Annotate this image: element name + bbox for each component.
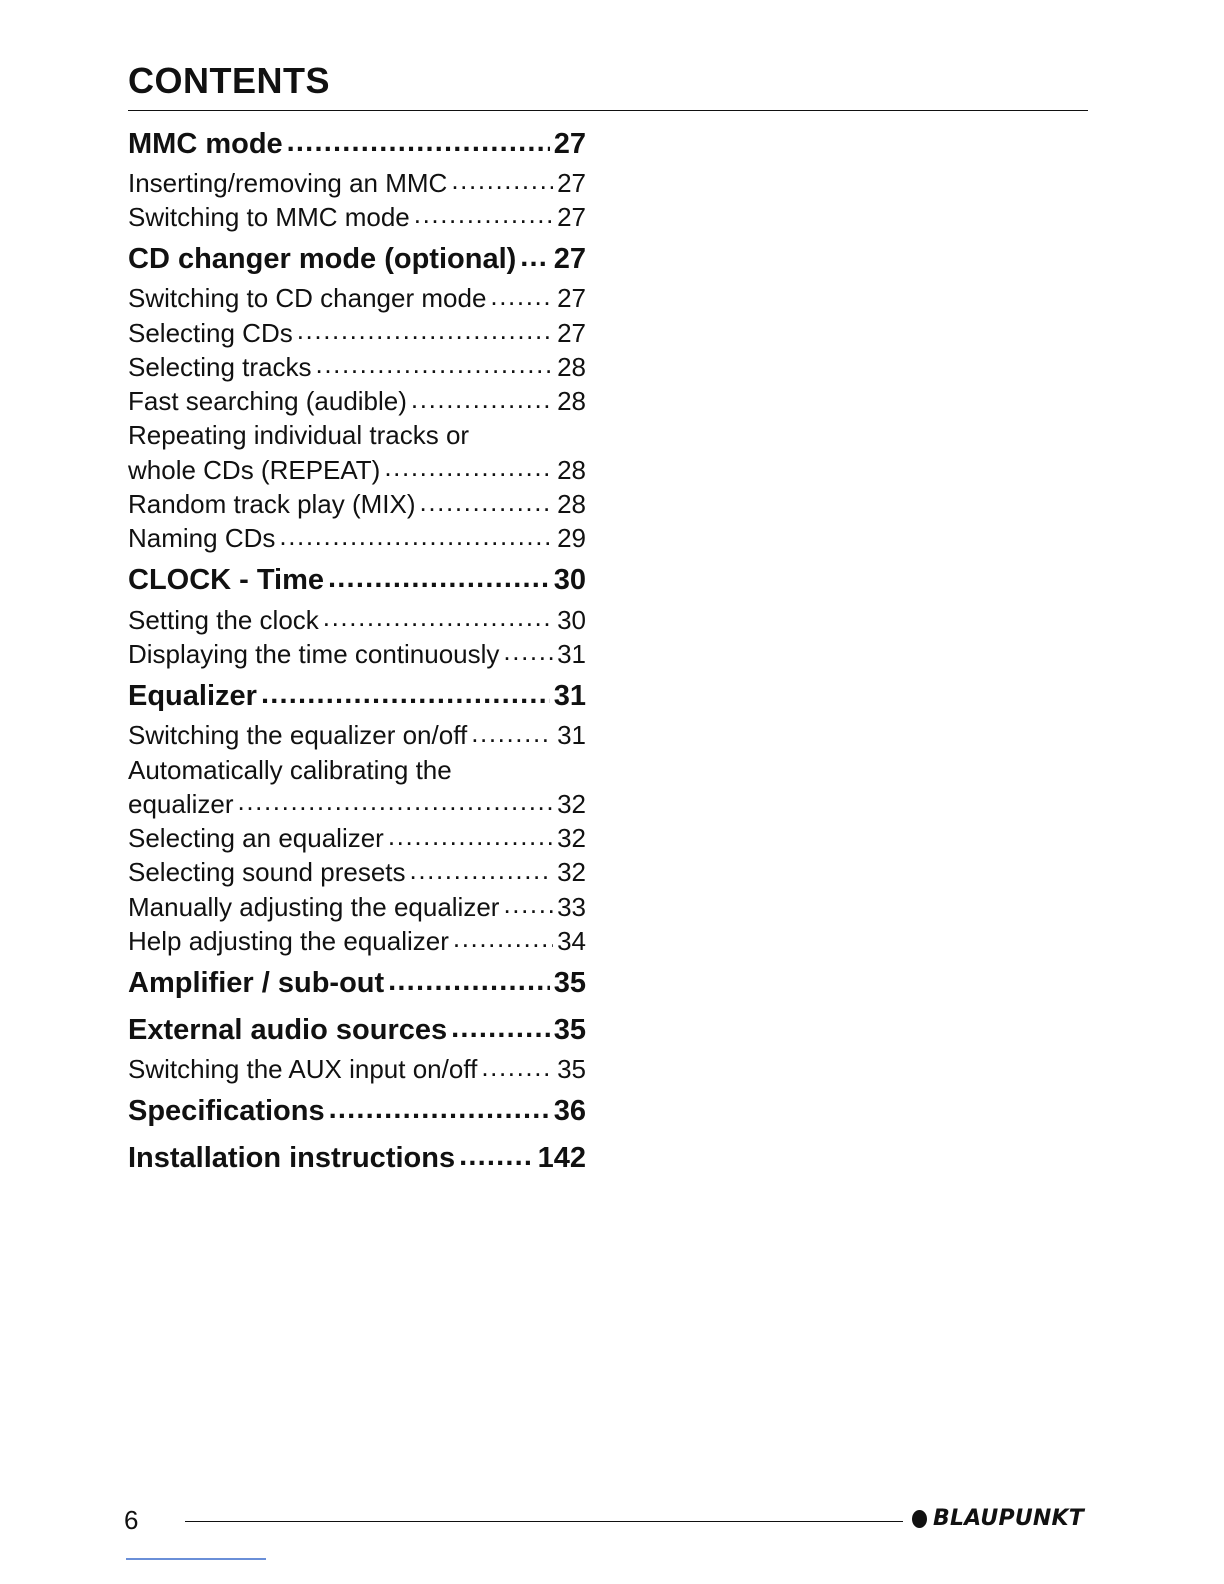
toc-entry[interactable] — [128, 821, 586, 855]
toc-entry[interactable] — [128, 637, 586, 671]
toc-entry-label: Inserting/removing an MMC — [128, 167, 448, 198]
toc-entry-page-number: 32 — [557, 788, 586, 819]
toc-entry[interactable] — [128, 522, 586, 556]
dot-leader — [503, 894, 553, 920]
dot-leader — [384, 457, 553, 483]
toc-entry-label: Selecting tracks — [128, 351, 312, 382]
dot-leader — [453, 928, 553, 954]
dot-leader — [328, 566, 550, 595]
toc-entry[interactable] — [128, 856, 586, 890]
toc-heading-page-number: 27 — [553, 243, 586, 276]
dot-leader — [287, 130, 550, 159]
toc-heading[interactable] — [128, 1090, 586, 1134]
dot-leader — [420, 492, 554, 518]
dot-leader — [411, 389, 553, 415]
dot-leader — [388, 826, 553, 852]
toc-entry-line-label: Automatically calibrating the — [128, 754, 452, 785]
toc-entry[interactable] — [128, 316, 586, 350]
toc-entry[interactable] — [128, 384, 586, 418]
toc-entry-page-number: 30 — [557, 604, 586, 635]
toc-heading-page-number: 31 — [553, 680, 586, 713]
dot-leader — [329, 1097, 550, 1126]
dot-leader — [297, 320, 553, 346]
dot-leader — [503, 641, 553, 667]
toc-heading-label: Installation instructions — [128, 1142, 456, 1175]
toc-entry[interactable] — [128, 890, 586, 924]
scan-edge-line — [126, 1558, 266, 1560]
toc-entry[interactable] — [128, 166, 586, 200]
toc-entry-label: equalizer — [128, 788, 234, 819]
toc-entry[interactable] — [128, 603, 586, 637]
toc-entry-line-label: Repeating individual tracks or — [128, 420, 470, 451]
dot-leader — [279, 526, 553, 552]
toc-heading[interactable] — [128, 1009, 586, 1053]
toc-entry-page-number: 27 — [557, 317, 586, 348]
toc-heading-label: MMC mode — [128, 127, 283, 160]
toc-entry-page-number: 28 — [557, 454, 586, 485]
toc-entry-label: Fast searching (audible) — [128, 386, 407, 417]
toc-entry[interactable] — [128, 350, 586, 384]
toc-heading-label: Amplifier / sub-out — [128, 967, 385, 1000]
toc-section — [128, 1137, 586, 1181]
toc-heading[interactable] — [128, 122, 586, 166]
toc-section — [128, 1090, 586, 1134]
toc-entry-label: Manually adjusting the equalizer — [128, 891, 500, 922]
toc-entry-page-number: 34 — [557, 925, 586, 956]
toc-section — [128, 122, 586, 235]
toc-entry[interactable] — [128, 487, 586, 521]
brand-logo — [912, 1506, 1084, 1531]
toc-section — [128, 675, 586, 959]
dot-leader — [388, 969, 550, 998]
toc-entry-line — [128, 419, 586, 453]
toc-heading-label: Specifications — [128, 1095, 325, 1128]
toc-entry-label: whole CDs (REPEAT) — [128, 454, 381, 485]
brand-name: BLAUPUNKT — [933, 1506, 1084, 1531]
toc-entry-page-number: 32 — [557, 857, 586, 888]
toc-heading-page-number: 30 — [553, 564, 586, 597]
dot-leader — [459, 1144, 534, 1173]
toc-entry-label: Selecting sound presets — [128, 857, 406, 888]
toc-entry-label: Naming CDs — [128, 523, 276, 554]
toc-entry-page-number: 33 — [557, 891, 586, 922]
dot-leader — [323, 607, 553, 633]
dot-leader — [316, 354, 554, 380]
toc-entry-page-number: 27 — [557, 283, 586, 314]
toc-entry-label: Switching to CD changer mode — [128, 283, 487, 314]
toc-heading-page-number: 142 — [537, 1142, 586, 1175]
toc-entry-label: Switching the AUX input on/off — [128, 1054, 478, 1085]
toc-entry[interactable] — [128, 200, 586, 234]
toc-entry-page-number: 28 — [557, 386, 586, 417]
toc-heading-page-number: 35 — [553, 1014, 586, 1047]
toc-entry-page-number: 27 — [557, 201, 586, 232]
toc-section — [128, 559, 586, 672]
toc-entry[interactable] — [128, 924, 586, 958]
toc-entry-label: Help adjusting the equalizer — [128, 925, 449, 956]
toc-entry-page-number: 31 — [557, 720, 586, 751]
toc-heading-label: External audio sources — [128, 1014, 448, 1047]
toc-heading-page-number: 35 — [553, 967, 586, 1000]
toc-entry[interactable] — [128, 1053, 586, 1087]
toc-entry-page-number: 28 — [557, 351, 586, 382]
dot-leader — [471, 723, 553, 749]
title-divider — [128, 110, 1088, 111]
toc-entry-label: Selecting CDs — [128, 317, 293, 348]
toc-entry-page-number: 29 — [557, 523, 586, 554]
toc-heading-label: CD changer mode (optional) — [128, 243, 517, 276]
toc-entry-page-number: 28 — [557, 489, 586, 520]
toc-entry-page-number: 31 — [557, 638, 586, 669]
toc-section — [128, 1009, 586, 1087]
toc-heading[interactable] — [128, 238, 586, 282]
toc-heading-label: CLOCK - Time — [128, 564, 325, 597]
dot-leader — [451, 170, 553, 196]
toc-section — [128, 238, 586, 556]
toc-heading[interactable] — [128, 962, 586, 1006]
toc-entry[interactable] — [128, 282, 586, 316]
toc-entry[interactable] — [128, 787, 586, 821]
dot-leader — [451, 1016, 550, 1045]
brand-dot-icon — [912, 1510, 927, 1528]
toc-entry-page-number: 35 — [557, 1054, 586, 1085]
toc-entry-label: Switching the equalizer on/off — [128, 720, 468, 751]
toc-entry-line — [128, 753, 586, 787]
footer-divider — [185, 1521, 903, 1522]
toc-entry-page-number: 27 — [557, 167, 586, 198]
dot-leader — [481, 1057, 553, 1083]
footer-page-number: 6 — [124, 1505, 139, 1535]
toc-heading[interactable] — [128, 1137, 586, 1181]
toc-entry-label: Random track play (MIX) — [128, 489, 416, 520]
page-title: CONTENTS — [128, 60, 330, 101]
table-of-contents — [128, 122, 586, 1184]
dot-leader — [414, 204, 553, 230]
dot-leader — [520, 245, 549, 274]
toc-entry-label: Displaying the time continuously — [128, 638, 500, 669]
toc-entry-label: Setting the clock — [128, 604, 319, 635]
toc-heading-page-number: 36 — [553, 1095, 586, 1128]
dot-leader — [410, 860, 554, 886]
toc-section — [128, 962, 586, 1006]
toc-entry-label: Switching to MMC mode — [128, 201, 410, 232]
toc-heading[interactable] — [128, 675, 586, 719]
dot-leader — [261, 682, 550, 711]
toc-heading-label: Equalizer — [128, 680, 257, 713]
dot-leader — [490, 286, 553, 312]
dot-leader — [238, 791, 554, 817]
toc-entry[interactable] — [128, 453, 586, 487]
toc-entry-label: Selecting an equalizer — [128, 823, 384, 854]
toc-entry-page-number: 32 — [557, 823, 586, 854]
toc-entry[interactable] — [128, 719, 586, 753]
toc-heading-page-number: 27 — [553, 127, 586, 160]
toc-heading[interactable] — [128, 559, 586, 603]
